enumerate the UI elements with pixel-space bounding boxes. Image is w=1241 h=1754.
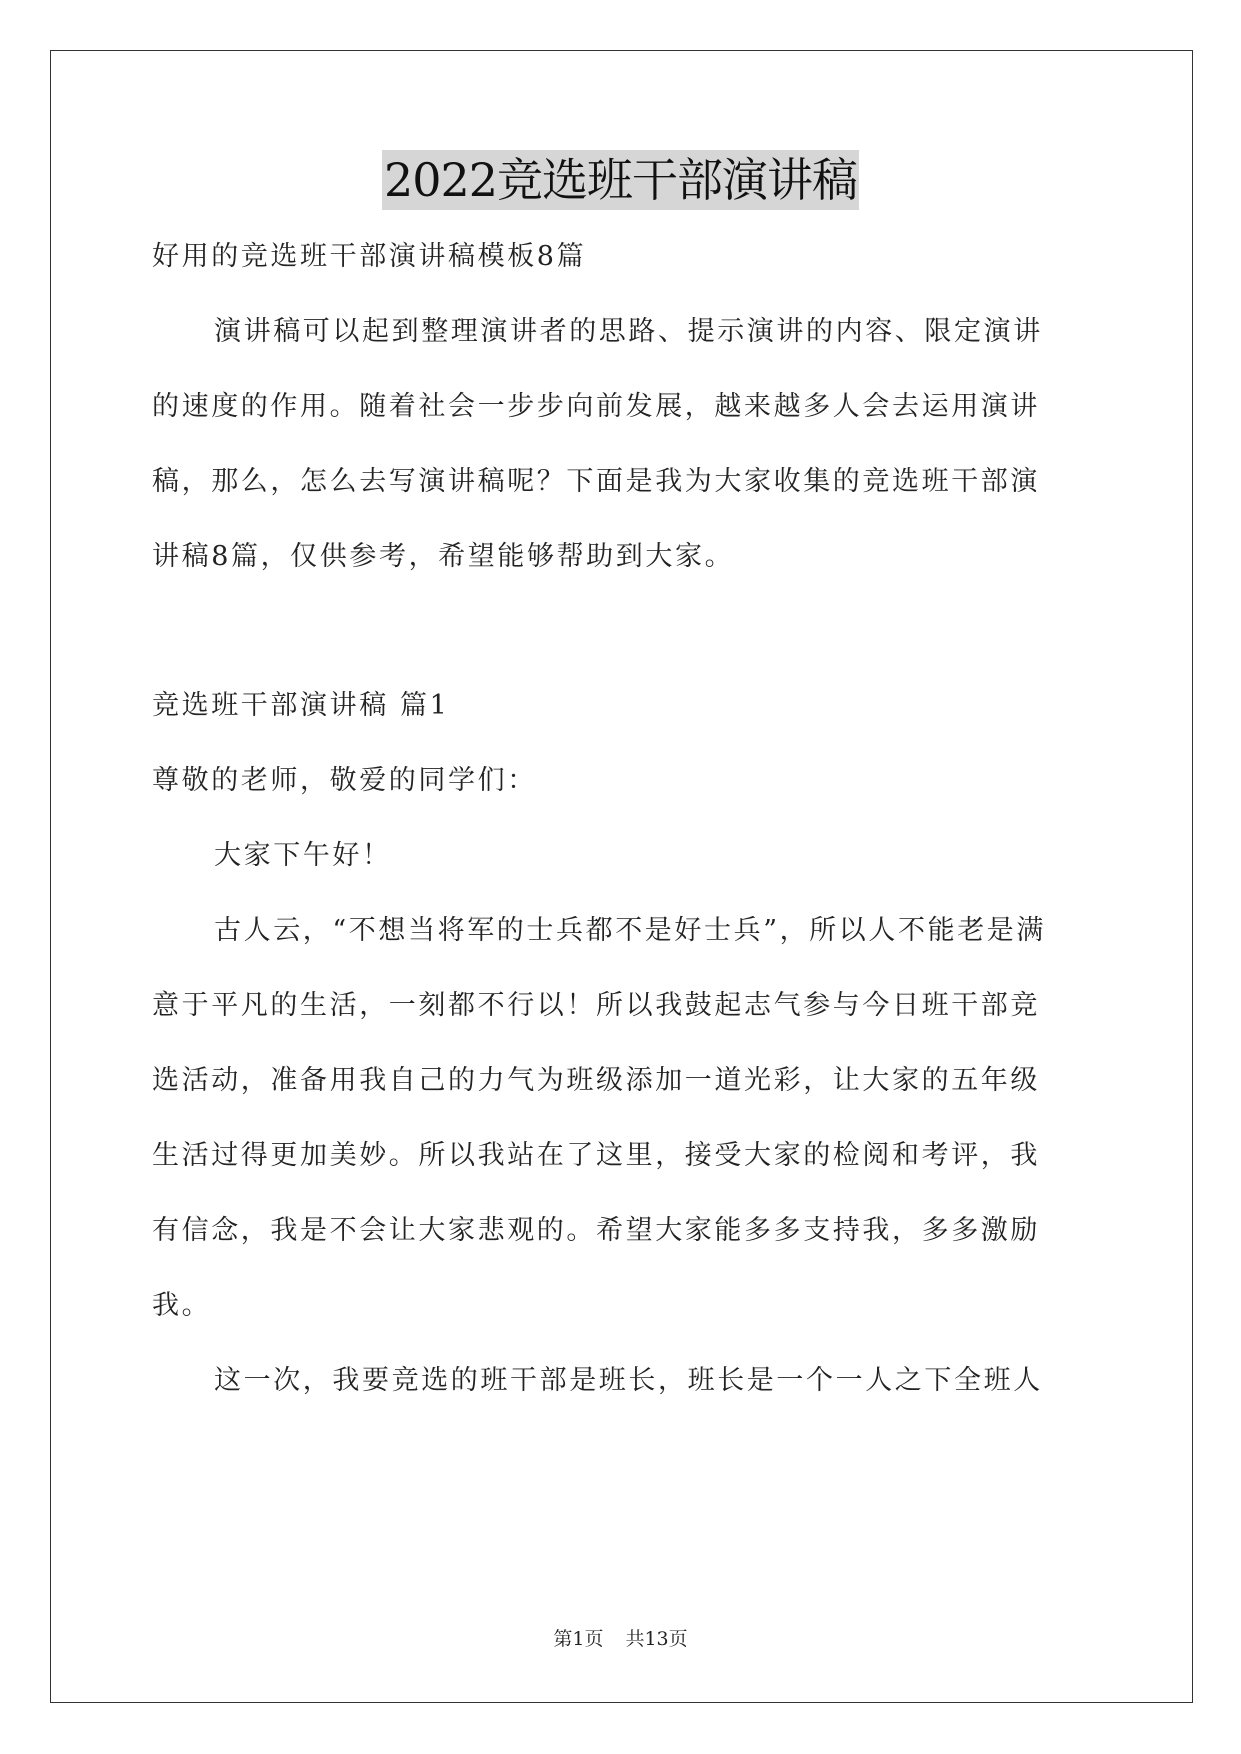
total-pages: 共13页 <box>625 1628 688 1650</box>
body-line-4: 生活过得更加美妙。所以我站在了这里，接受大家的检阅和考评，我 <box>152 1140 1040 1171</box>
body-line-5: 有信念，我是不会让大家悲观的。希望大家能多多支持我，多多激励 <box>152 1215 1040 1246</box>
salutation: 尊敬的老师，敬爱的同学们： <box>152 765 537 796</box>
body-line-7: 这一次，我要竞选的班干部是班长，班长是一个一人之下全班人 <box>214 1365 1043 1396</box>
intro-line-4: 讲稿8篇，仅供参考，希望能够帮助到大家。 <box>152 541 735 572</box>
greeting: 大家下午好！ <box>214 840 392 871</box>
page-number: 第1页 <box>553 1628 604 1650</box>
body-line-3: 选活动，准备用我自己的力气为班级添加一道光彩，让大家的五年级 <box>152 1065 1040 1096</box>
intro-line-1: 演讲稿可以起到整理演讲者的思路、提示演讲的内容、限定演讲 <box>214 316 1043 347</box>
document-title: 2022竞选班干部演讲稿 <box>382 150 859 210</box>
page-footer <box>0 1624 1241 1651</box>
body-line-6: 我。 <box>152 1290 212 1321</box>
intro-line-3: 稿，那么，怎么去写演讲稿呢？下面是我为大家收集的竞选班干部演 <box>152 466 1040 497</box>
section-heading: 竞选班干部演讲稿 篇1 <box>152 690 450 721</box>
title-wrap <box>0 150 1241 210</box>
document-subtitle: 好用的竞选班干部演讲稿模板8篇 <box>152 241 587 272</box>
body-line-2: 意于平凡的生活，一刻都不行以！所以我鼓起志气参与今日班干部竞 <box>152 990 1040 1021</box>
page-border <box>50 50 1193 1703</box>
body-line-1: 古人云，“不想当将军的士兵都不是好士兵”，所以人不能老是满 <box>214 915 1047 946</box>
intro-line-2: 的速度的作用。随着社会一步步向前发展，越来越多人会去运用演讲 <box>152 391 1040 422</box>
